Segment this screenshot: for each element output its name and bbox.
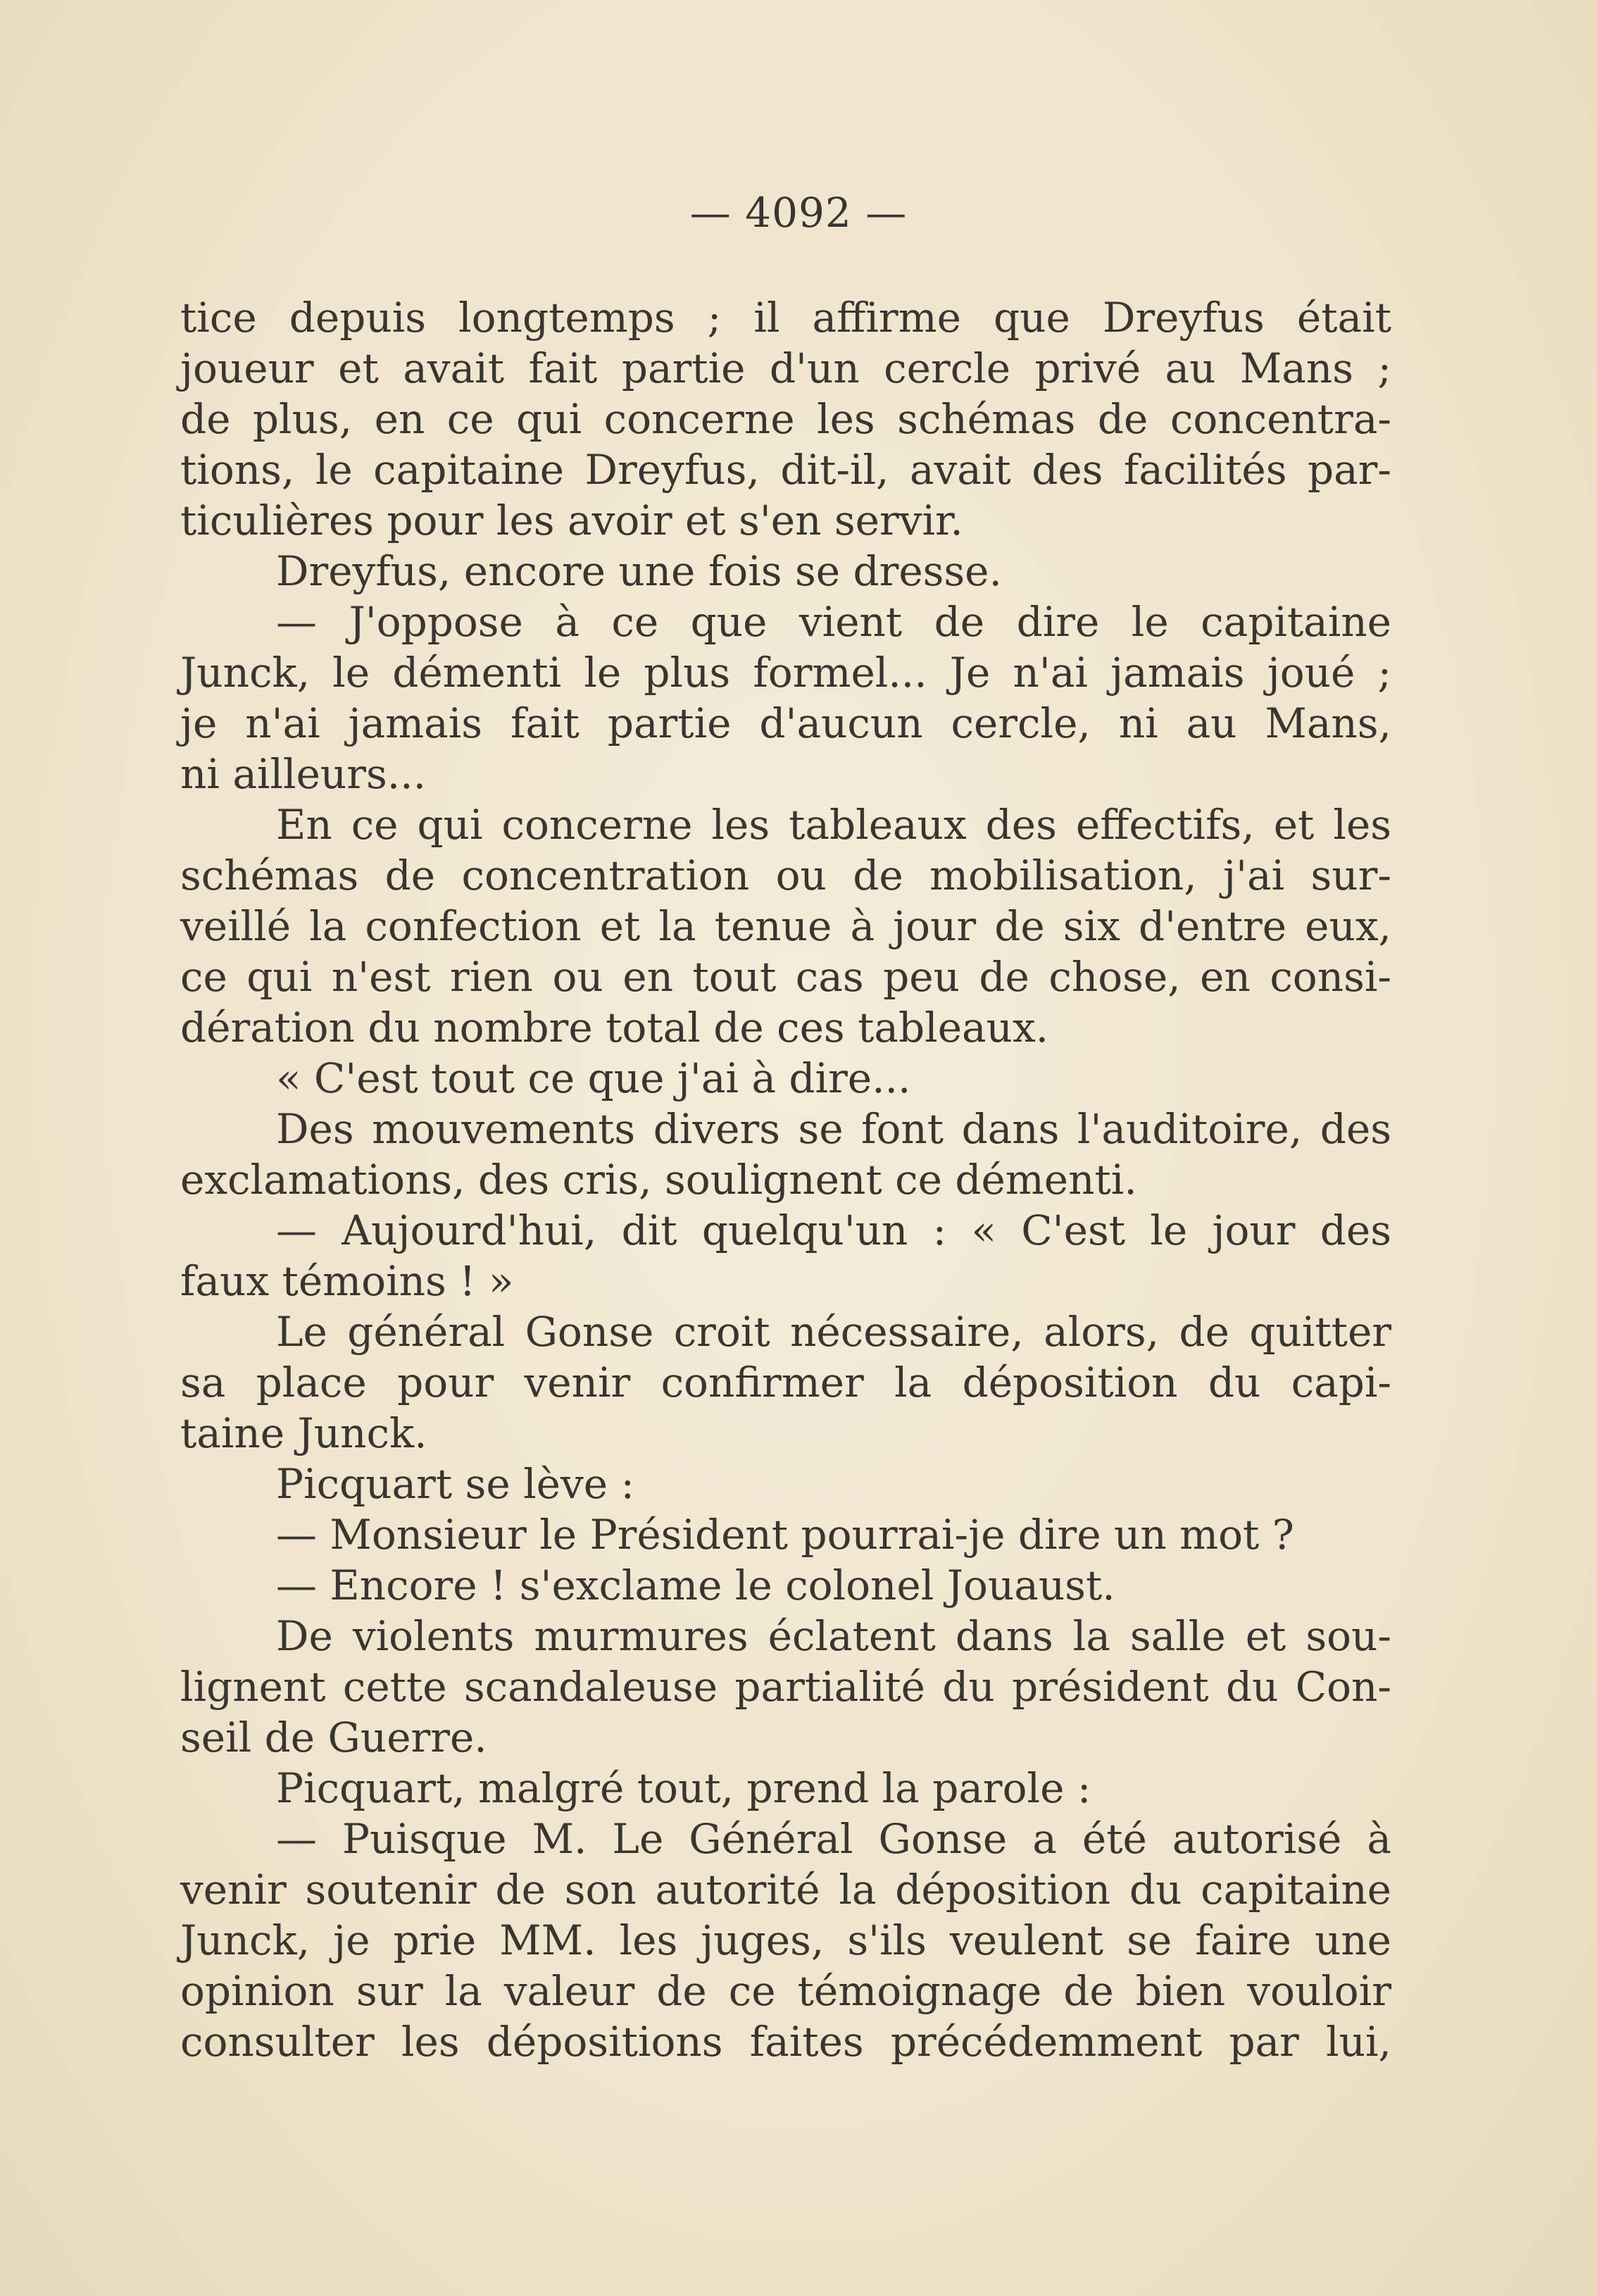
body-text (180, 292, 1391, 2067)
text-line: ticulières pour les avoir et s'en servir. (180, 497, 963, 544)
text-line: ce qui n'est rien ou en tout cas peu de chose, en consi- (180, 953, 1391, 1001)
text-line: Picquart, malgré tout, prend la parole : (276, 1764, 1091, 1812)
text-line: ni ailleurs... (180, 750, 427, 798)
text-line: — Encore ! s'exclame le colonel Jouaust. (276, 1561, 1115, 1609)
text-line: veillé la confection et la tenue à jour de six d'entre eux, (180, 902, 1391, 950)
text-line: je n'ai jamais fait partie d'aucun cercle, ni au Mans, (180, 699, 1391, 747)
text-line: « C'est tout ce que j'ai à dire... (276, 1054, 911, 1102)
text-line: Junck, le démenti le plus formel... Je n'ai jamais joué ; (180, 649, 1391, 697)
text-line: — J'oppose à ce que vient de dire le capitaine (276, 598, 1391, 646)
text-line: faux témoins ! » (180, 1257, 514, 1305)
text-line: — Puisque M. Le Général Gonse a été autorisé à (276, 1815, 1391, 1863)
text-line: tions, le capitaine Dreyfus, dit-il, avait des facilités par- (180, 446, 1391, 494)
text-line: — Aujourd'hui, dit quelqu'un : « C'est le jour des (276, 1206, 1391, 1254)
text-line: exclamations, des cris, soulignent ce démenti. (180, 1156, 1137, 1204)
text-line: lignent cette scandaleuse partialité du président du Con- (180, 1663, 1391, 1711)
text-line: sa place pour venir confirmer la déposition du capi- (180, 1359, 1391, 1406)
text-line: En ce qui concerne les tableaux des effectifs, et les (276, 801, 1391, 849)
text-line: Picquart se lève : (276, 1460, 635, 1508)
text-line: dération du nombre total de ces tableaux. (180, 1004, 1049, 1052)
page-number: — 4092 — (689, 189, 908, 237)
text-line: Le général Gonse croit nécessaire, alors, de quitter (276, 1308, 1391, 1356)
text-line: joueur et avait fait partie d'un cercle privé au Mans ; (180, 344, 1391, 392)
text-line: schémas de concentration ou de mobilisation, j'ai sur- (180, 851, 1391, 899)
text-line: venir soutenir de son autorité la déposition du capitaine (180, 1866, 1391, 1914)
text-line: Dreyfus, encore une fois se dresse. (276, 547, 1002, 595)
text-line: Junck, je prie MM. les juges, s'ils veulent se faire une (180, 1916, 1391, 1964)
text-line: opinion sur la valeur de ce témoignage de bien vouloir (180, 1967, 1391, 2015)
text-line: de plus, en ce qui concerne les schémas de concentra- (180, 395, 1391, 443)
text-line: taine Junck. (180, 1409, 427, 1457)
text-line: tice depuis longtemps ; il affirme que Dreyfus était (180, 294, 1391, 342)
text-line: De violents murmures éclatent dans la salle et sou- (276, 1612, 1391, 1660)
text-line: seil de Guerre. (180, 1714, 487, 1761)
text-line: — Monsieur le Président pourrai-je dire un mot ? (276, 1511, 1294, 1559)
text-line: consulter les dépositions faites précédemment par lui, (180, 2018, 1391, 2066)
text-line: Des mouvements divers se font dans l'auditoire, des (276, 1105, 1391, 1153)
